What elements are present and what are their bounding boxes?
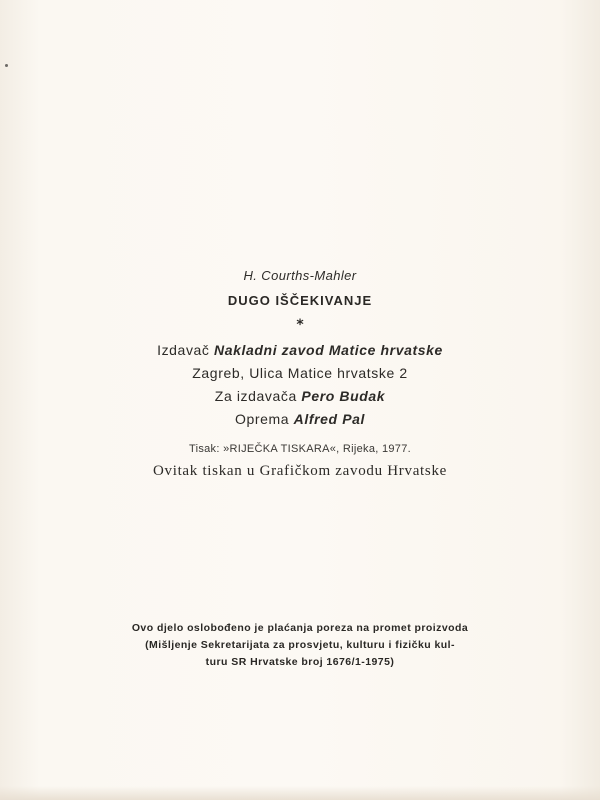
design-name: Alfred Pal [293, 411, 366, 427]
publisher-prefix: Izdavač [157, 342, 210, 358]
publisher-line [0, 339, 600, 362]
tax-note-line: (Mišljenje Sekretarijata za prosvjetu, kulturu i fizičku kul- [145, 639, 455, 651]
publisher-name: Nakladni zavod Matice hrvatske [214, 342, 443, 358]
for-publisher-line [0, 385, 600, 408]
author-name: H. Courths-Mahler [243, 268, 357, 283]
tax-note-line: turu SR Hrvatske broj 1676/1-1975) [205, 656, 395, 668]
asterisk-ornament: * [296, 317, 304, 333]
address-line: Zagreb, Ulica Matice hrvatske 2 [192, 365, 408, 381]
book-title: DUGO IŠČEKIVANJE [227, 293, 373, 308]
paper-speck [5, 64, 8, 67]
imprint-block [0, 266, 600, 482]
design-prefix: Oprema [234, 411, 290, 427]
tax-exemption-note [0, 620, 600, 671]
tax-note-line: Ovo djelo oslobođeno je plaćanja poreza na promet proizvoda [131, 622, 469, 634]
for-publisher-prefix: Za izdavača [214, 388, 297, 404]
design-line [0, 408, 600, 431]
cover-print-line: Ovitak tiskan u Grafičkom zavodu Hrvatske [152, 463, 448, 479]
for-publisher-name: Pero Budak [301, 388, 386, 404]
printer-line: Tisak: »RIJEČKA TISKARA«, Rijeka, 1977. [188, 443, 411, 455]
